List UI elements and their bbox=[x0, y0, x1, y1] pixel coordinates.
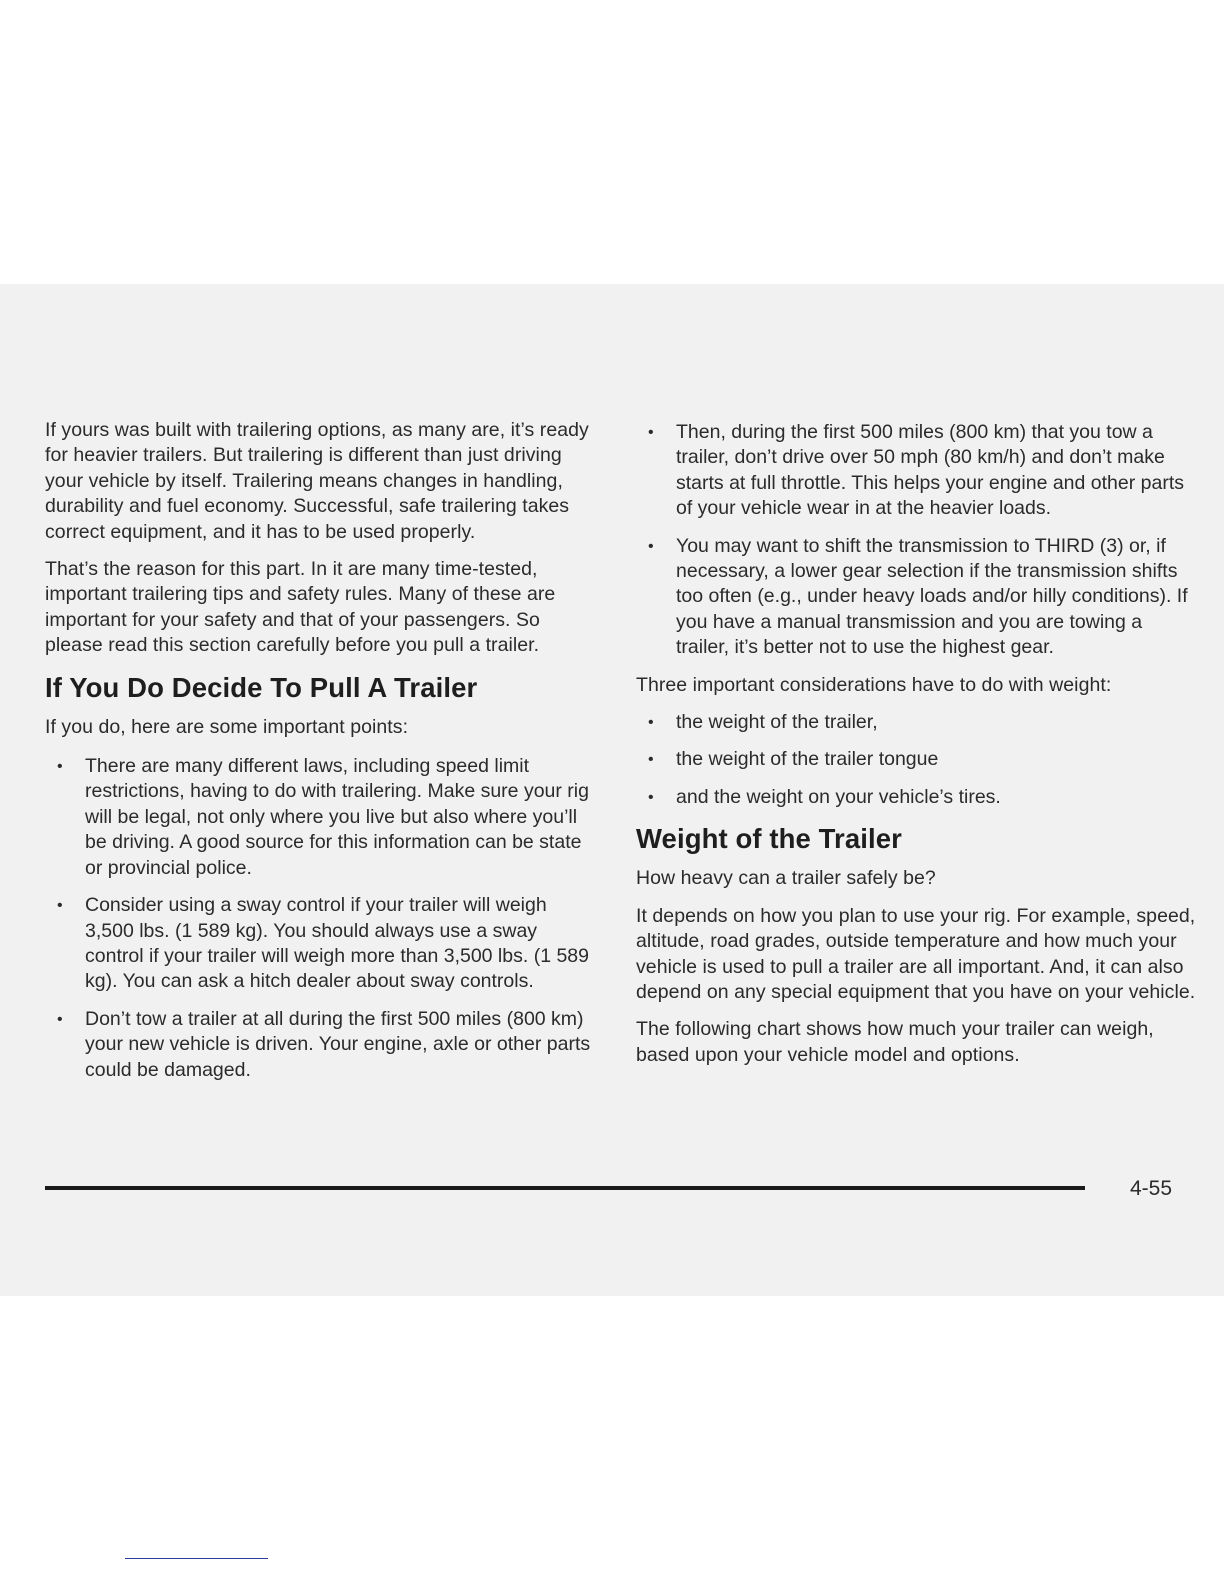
list-item bbox=[45, 893, 600, 995]
list-item bbox=[636, 420, 1196, 522]
section-heading-weight: Weight of the Trailer bbox=[636, 823, 902, 855]
bullet-icon: • bbox=[648, 751, 654, 769]
list-item bbox=[636, 534, 1196, 661]
list-item bbox=[45, 754, 600, 881]
list-item-text: the weight of the trailer, bbox=[676, 711, 878, 734]
bullet-icon: • bbox=[648, 424, 654, 441]
list-item-text: You may want to shift the transmission to THIRD (3) or, if necessary, a lower gear selection if the transmission shifts too often (e.g., under heavy loads and/or hilly conditions). If you have a manual transmission and you are towing a trailer, it’s better not to use the highest gear. bbox=[676, 534, 1188, 659]
bullet-icon: • bbox=[57, 1010, 63, 1028]
list-item bbox=[45, 1007, 600, 1083]
points-list bbox=[45, 754, 600, 1083]
weight-paragraph-2: The following chart shows how much your trailer can weigh, based upon your vehicle model and options. bbox=[636, 1018, 1154, 1066]
list-item-text: the weight of the trailer tongue bbox=[676, 748, 939, 771]
list-item bbox=[636, 747, 1196, 772]
weight-paragraph-1: It depends on how you plan to use your rig. For example, speed, altitude, road grades, outside temperature and how much your vehicle is used to pull a trailer are all important. And, it can also depend on any special equipment that you have on your vehicle. bbox=[636, 904, 1196, 1003]
list-item-text: Then, during the first 500 miles (800 km) that you tow a trailer, don’t drive over 50 mph (80 km/h) and don’t make starts at full throttle. This helps your engine and other parts of your vehicle wear in at the heavier loads. bbox=[676, 421, 1184, 520]
weight-question: How heavy can a trailer safely be? bbox=[636, 867, 936, 890]
footer-rule bbox=[45, 1186, 1085, 1190]
right-column bbox=[636, 420, 1196, 1080]
weight-considerations-list bbox=[636, 710, 1196, 810]
list-item bbox=[636, 785, 1196, 810]
list-item-text: Don’t tow a trailer at all during the first 500 miles (800 km) your new vehicle is driven. Your engine, axle or other parts could be damaged. bbox=[85, 1007, 591, 1081]
bullet-icon: • bbox=[648, 714, 654, 732]
bullet-icon: • bbox=[648, 537, 654, 555]
left-column bbox=[45, 418, 600, 1095]
intro-paragraph-2: That’s the reason for this part. In it are many time-tested, important trailering tips and safety rules. Many of these are important for your safety and that of your passengers. So please read this section carefully before you pull a trailer. bbox=[45, 558, 556, 657]
list-item-text: and the weight on your vehicle’s tires. bbox=[676, 785, 1001, 808]
points-lead: If you do, here are some important points: bbox=[45, 715, 409, 738]
page-number: 4-55 bbox=[1130, 1177, 1173, 1200]
page-band bbox=[0, 284, 1224, 1296]
intro-paragraph-1: If yours was built with trailering options, as many are, it’s ready for heavier trailers. But trailering is different than just driving your vehicle by itself. Trailering means changes in handling, durability and fuel economy. Successful, safe trailering takes correct equipment, and it has to be used properly. bbox=[45, 419, 589, 543]
list-item-text: Consider using a sway control if your trailer will weigh 3,500 lbs. (1 589 kg). You should always use a sway control if your trailer will weigh more than 3,500 lbs. (1 589 kg). You can ask a hitch dealer about sway controls. bbox=[85, 894, 589, 993]
bullet-icon: • bbox=[57, 897, 63, 915]
towing-tips-list bbox=[636, 420, 1196, 661]
bullet-icon: • bbox=[57, 758, 63, 776]
section-heading-pull-trailer: If You Do Decide To Pull A Trailer bbox=[45, 671, 478, 703]
weight-intro: Three important considerations have to do with weight: bbox=[636, 673, 1112, 696]
list-item-text: There are many different laws, including speed limit restrictions, having to do with trailering. Make sure your rig will be legal, not only where you live but also where you’ll be driving. A good source for this information can be state or provincial police. bbox=[85, 755, 589, 879]
bottom-link-underline bbox=[125, 1558, 268, 1559]
bullet-icon: • bbox=[648, 788, 654, 806]
list-item bbox=[636, 710, 1196, 735]
